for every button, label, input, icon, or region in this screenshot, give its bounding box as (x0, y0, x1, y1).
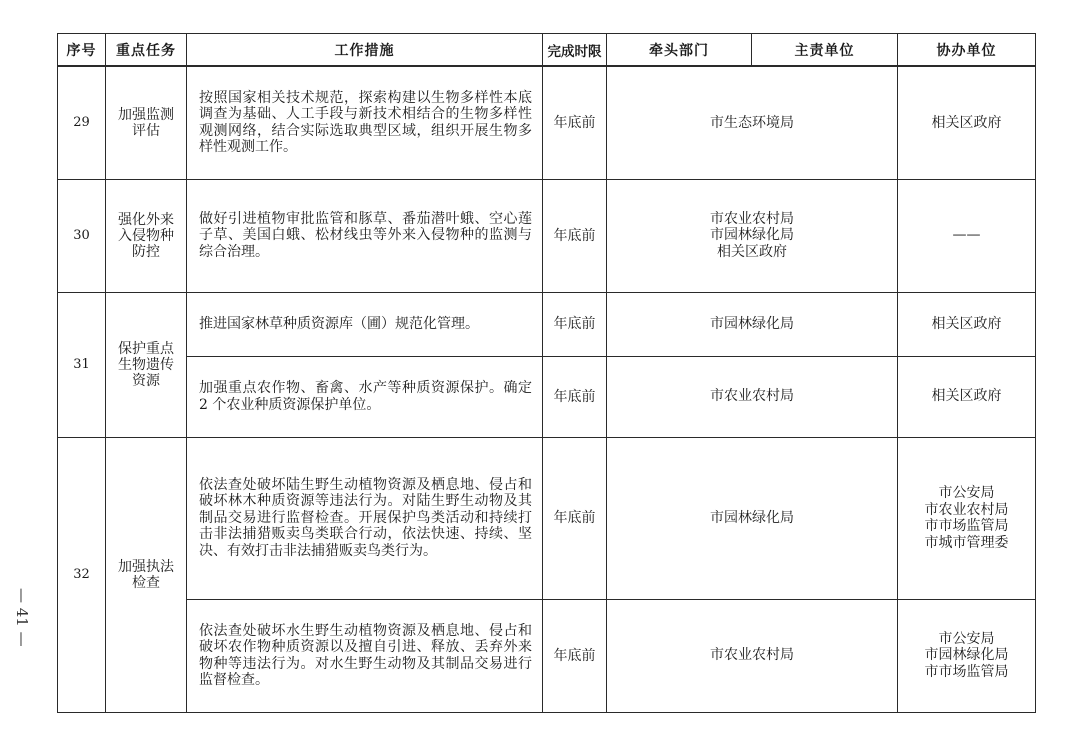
row-deadline: 年底前 (543, 179, 607, 292)
row-number: 30 (58, 179, 106, 292)
row-assist (898, 292, 1036, 356)
department-line: 市生态环境局 (710, 114, 794, 131)
header-task: 重点任务 (106, 34, 187, 67)
row-number: 31 (58, 292, 106, 437)
assist-line: 市公安局 (938, 630, 995, 647)
assist-line: 相关区政府 (931, 315, 1002, 332)
header-assist: 协办单位 (898, 34, 1036, 67)
row-measure: 加强重点农作物、畜禽、水产等种质资源保护。确定 2 个农业种质资源保护单位。 (187, 356, 543, 437)
header-no: 序号 (58, 34, 106, 67)
assist-line: 市市场监管局 (924, 518, 1009, 534)
department-line: 市农业农村局 (710, 210, 794, 227)
assist-line: 市城市管理委 (924, 534, 1009, 551)
department-line: 市农业农村局 (710, 647, 794, 664)
row-department (607, 356, 898, 437)
row-department (607, 437, 898, 599)
row-task: 加强监测评估 (106, 66, 187, 179)
assist-line: 相关区政府 (931, 114, 1002, 131)
row-deadline: 年底前 (543, 437, 607, 599)
row-number: 29 (58, 66, 106, 179)
row-deadline: 年底前 (543, 599, 607, 712)
assist-line: 市公安局 (938, 485, 995, 501)
row-deadline: 年底前 (543, 292, 607, 356)
row-deadline: 年底前 (543, 356, 607, 437)
department-line: 市园林绿化局 (710, 227, 794, 244)
row-assist (898, 437, 1036, 599)
table-row (58, 66, 1036, 179)
row-task: 保护重点生物遗传资源 (106, 292, 187, 437)
row-department (607, 292, 898, 356)
table-row (58, 292, 1036, 356)
department-line: 相关区政府 (717, 243, 787, 260)
task-table (57, 33, 1036, 713)
table-row (58, 356, 1036, 437)
row-measure: 按照国家相关技术规范，探索构建以生物多样性本底调查为基础、人工手段与新技术相结合的生物多样性观测网络，结合实际选取典型区域，组织开展生物多样性观测工作。 (187, 66, 543, 179)
row-number: 32 (58, 437, 106, 712)
row-measure: 依法查处破坏水生野生动植物资源及栖息地、侵占和破坏农作物种质资源以及擅自引进、释放、丢弃外来物种等违法行为。对水生野生动物及其制品交易进行监督检查。 (187, 599, 543, 712)
header-lead: 牵头部门 (607, 34, 752, 67)
row-task: 加强执法检查 (106, 437, 187, 712)
department-line: 市园林绿化局 (710, 315, 794, 332)
table-row (58, 179, 1036, 292)
row-department (607, 599, 898, 712)
assist-line: —— (952, 227, 981, 244)
assist-line: 市园林绿化局 (924, 647, 1009, 664)
row-department (607, 179, 898, 292)
table-row (58, 437, 1036, 599)
header-deadline: 完成时限 (543, 34, 607, 67)
assist-line: 市农业农村局 (924, 501, 1009, 518)
row-measure: 推进国家林草种质资源库（圃）规范化管理。 (187, 292, 543, 356)
header-responsible: 主责单位 (752, 34, 898, 67)
table-header (58, 34, 1036, 67)
row-assist (898, 356, 1036, 437)
row-assist (898, 599, 1036, 712)
row-assist (898, 66, 1036, 179)
assist-line: 相关区政府 (931, 388, 1002, 405)
page-number: — 41 — (13, 588, 31, 647)
row-deadline: 年底前 (543, 66, 607, 179)
assist-line: 市市场监管局 (924, 663, 1009, 680)
header-measure: 工作措施 (187, 34, 543, 67)
table-row (58, 599, 1036, 712)
row-assist (898, 179, 1036, 292)
department-line: 市园林绿化局 (710, 509, 794, 526)
row-task: 强化外来入侵物种防控 (106, 179, 187, 292)
row-measure: 依法查处破坏陆生野生动植物资源及栖息地、侵占和破坏林木种质资源等违法行为。对陆生野生动物及其制品交易进行监督检查。开展保护鸟类活动和持续打击非法捕猎贩卖鸟类联合行动，依法快速、持续、坚决、有效打击非法捕猎贩卖鸟类行为。 (187, 437, 543, 599)
row-department (607, 66, 898, 179)
department-line: 市农业农村局 (710, 388, 794, 405)
row-measure: 做好引进植物审批监管和豚草、番茄潜叶蛾、空心莲子草、美国白蛾、松材线虫等外来入侵物种的监测与综合治理。 (187, 179, 543, 292)
